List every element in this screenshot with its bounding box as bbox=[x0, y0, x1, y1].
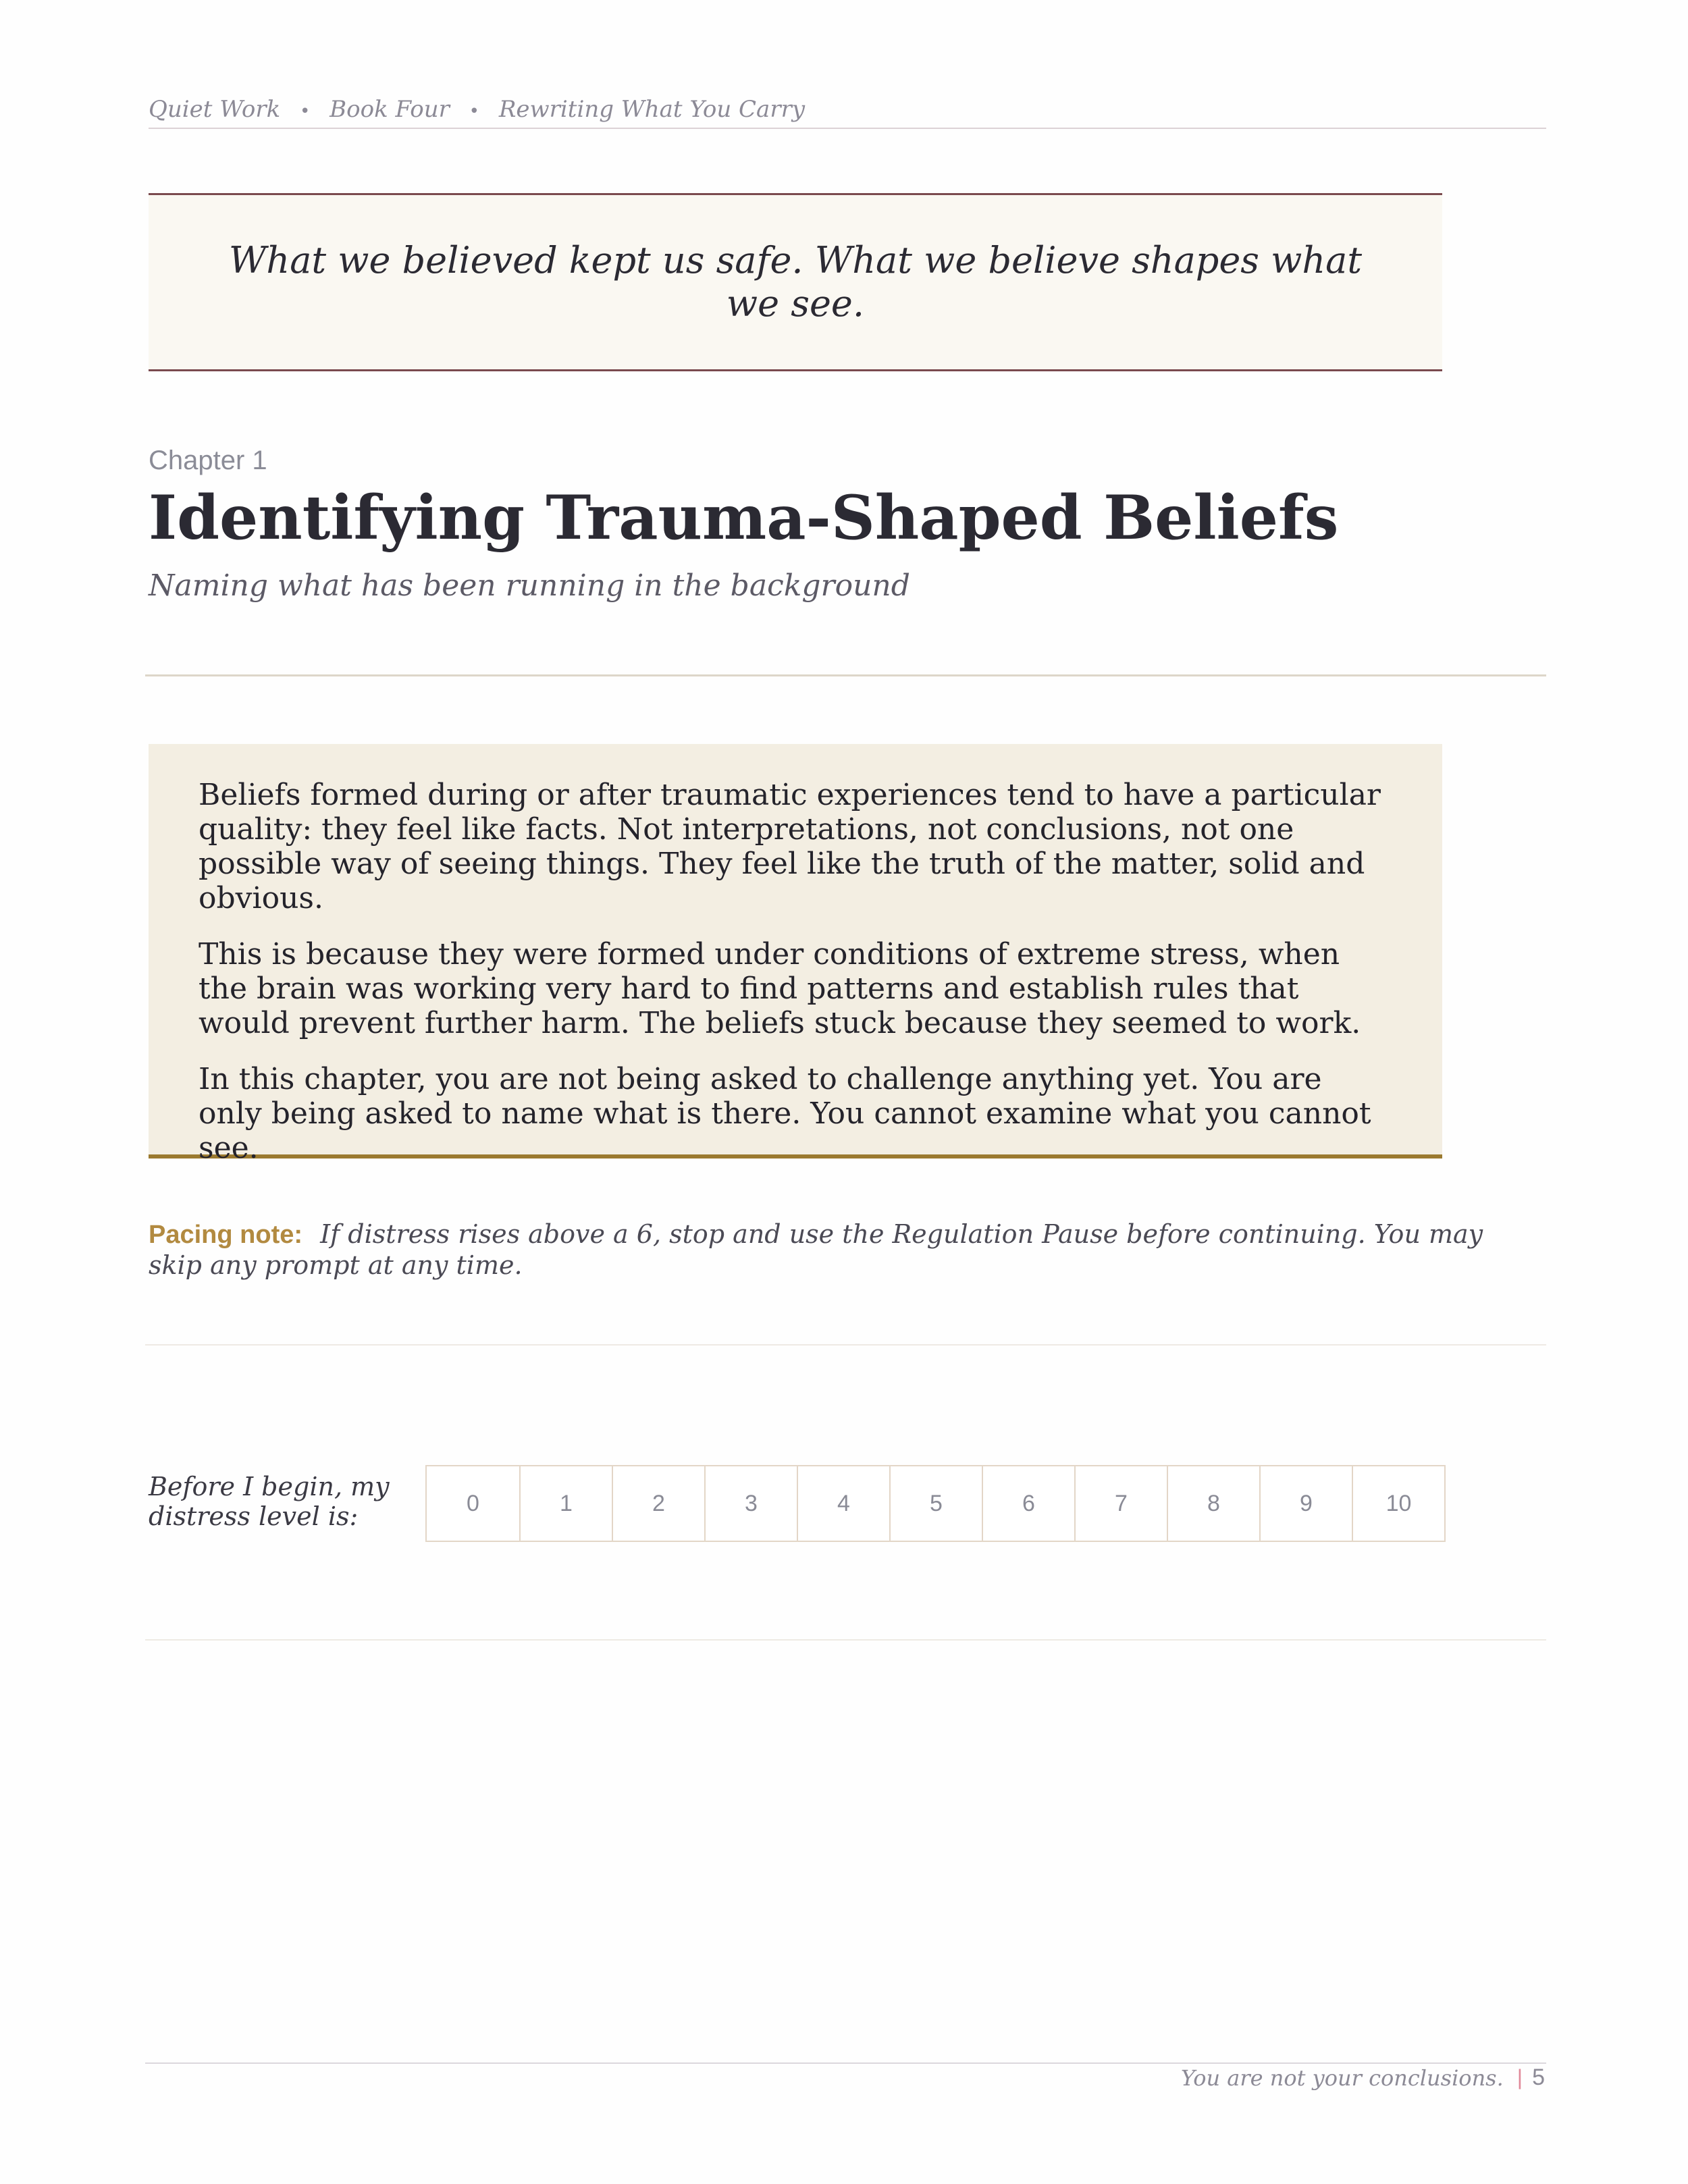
chapter-subtitle: Naming what has been running in the background bbox=[149, 568, 910, 603]
book-title: Rewriting What You Carry bbox=[498, 96, 806, 123]
distress-option-1[interactable]: 1 bbox=[519, 1466, 612, 1541]
pacing-note-text: If distress rises above a 6, stop and use the Regulation Pause before continuing. You may skip any prompt at any time. bbox=[149, 1219, 1483, 1280]
intro-panel bbox=[149, 744, 1442, 1165]
epigraph-text: What we believed kept us safe. What we believe shapes what we see. bbox=[228, 239, 1363, 325]
page-footer bbox=[1181, 2065, 1545, 2091]
distress-option-5[interactable]: 5 bbox=[889, 1466, 982, 1541]
epigraph-box bbox=[149, 193, 1442, 371]
distress-option-2[interactable]: 2 bbox=[612, 1466, 704, 1541]
pacing-note-label: Pacing note: bbox=[149, 1221, 303, 1249]
divider bbox=[145, 1639, 1546, 1641]
pacing-note bbox=[149, 1219, 1499, 1281]
footer-divider bbox=[145, 2062, 1546, 2064]
footer-separator: | bbox=[1516, 2065, 1523, 2089]
intro-paragraph: Beliefs formed during or after traumatic experiences tend to have a particular quality: they feel like facts. Not interpretations, not conclusions, not one possible way of seeing things. They feel like the truth of the matter, solid and obvious. bbox=[199, 778, 1381, 915]
header-separator: • bbox=[469, 101, 480, 122]
section-divider bbox=[145, 674, 1546, 676]
distress-option-8[interactable]: 8 bbox=[1167, 1466, 1259, 1541]
running-header bbox=[149, 96, 805, 123]
distress-option-3[interactable]: 3 bbox=[704, 1466, 797, 1541]
distress-option-10[interactable]: 10 bbox=[1352, 1466, 1444, 1541]
header-divider bbox=[149, 128, 1546, 129]
book-name: Book Four bbox=[329, 96, 450, 123]
distress-scale-label: Before I begin, my distress level is: bbox=[149, 1472, 390, 1531]
footer-quote: You are not your conclusions. bbox=[1180, 2065, 1504, 2091]
chapter-title: Identifying Trauma-Shaped Beliefs bbox=[149, 482, 1339, 554]
page-number: 5 bbox=[1532, 2065, 1545, 2090]
distress-option-7[interactable]: 7 bbox=[1074, 1466, 1167, 1541]
distress-option-6[interactable]: 6 bbox=[982, 1466, 1074, 1541]
intro-paragraph: This is because they were formed under conditions of extreme stress, when the brain was working very hard to find patterns and establish rules that would prevent further harm. The beliefs stuck because they seemed to work. bbox=[199, 937, 1361, 1040]
series-name: Quiet Work bbox=[149, 96, 281, 123]
distress-scale bbox=[425, 1465, 1446, 1542]
distress-option-9[interactable]: 9 bbox=[1259, 1466, 1352, 1541]
distress-option-0[interactable]: 0 bbox=[427, 1466, 519, 1541]
intro-paragraph: In this chapter, you are not being asked to challenge anything yet. You are only being asked to name what is there. You cannot examine what you cannot see. bbox=[199, 1062, 1371, 1165]
divider bbox=[145, 1344, 1546, 1346]
chapter-label: Chapter 1 bbox=[149, 446, 267, 475]
distress-option-4[interactable]: 4 bbox=[797, 1466, 889, 1541]
header-separator: • bbox=[300, 101, 311, 122]
